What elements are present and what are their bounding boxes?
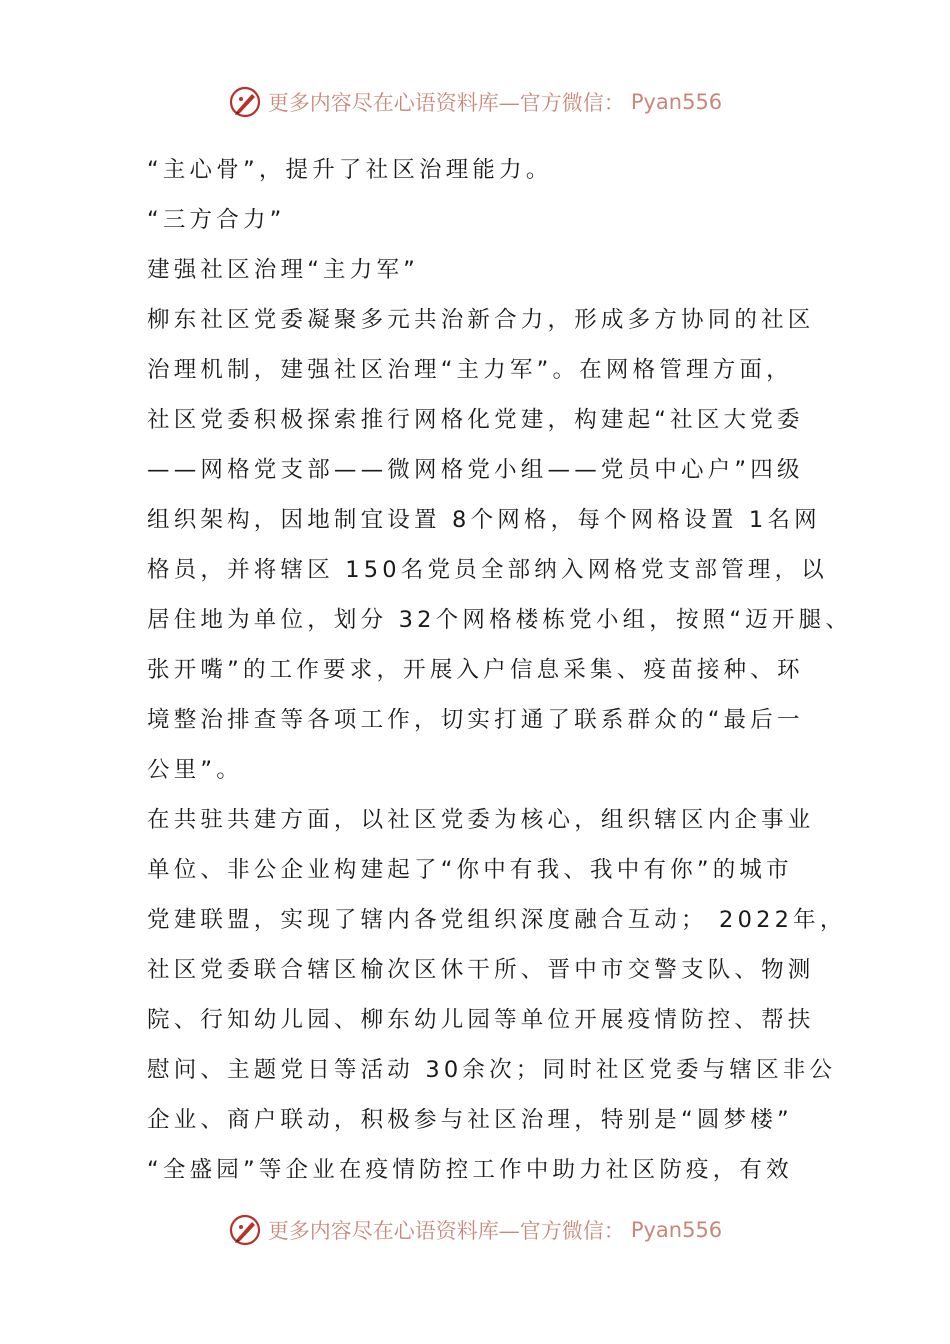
text-line: 居住地为单位，划分 32个网格楼栋党小组，按照“迈开腿、 bbox=[147, 607, 853, 633]
text-line: 格员，并将辖区 150名党员全部纳入网格党支部管理，以 bbox=[147, 557, 828, 583]
text-line: 组织架构，因地制宜设置 8个网格，每个网格设置 1名网 bbox=[147, 507, 821, 533]
header-banner bbox=[0, 82, 950, 122]
section-heading: “三方合力” bbox=[147, 207, 286, 233]
text-line: ——网格党支部——微网格党小组——党员中心户”四级 bbox=[147, 457, 804, 483]
pen-logo-icon bbox=[228, 1213, 262, 1247]
text-line: 社区党委积极探索推行网格化党建，构建起“社区大党委 bbox=[147, 407, 804, 433]
text-line: 张开嘴”的工作要求，开展入户信息采集、疫苗接种、环 bbox=[147, 657, 804, 683]
banner-contact: Pyan556 bbox=[630, 1218, 723, 1242]
text-line: “主心骨”，提升了社区治理能力。 bbox=[147, 157, 553, 183]
text-line: 柳东社区党委凝聚多元共治新合力，形成多方协同的社区 bbox=[147, 307, 815, 333]
footer-banner bbox=[0, 1210, 950, 1250]
text-line: 社区党委联合辖区榆次区休干所、晋中市交警支队、物测 bbox=[147, 957, 815, 983]
banner-slogan: 更多内容尽在心语资料库—官方微信： bbox=[267, 1219, 625, 1243]
text-line: 慰问、主题党日等活动 30余次；同时社区党委与辖区非公 bbox=[147, 1057, 837, 1083]
text-line: 单位、非公企业构建起了“你中有我、我中有你”的城市 bbox=[147, 857, 793, 883]
text-line: 党建联盟，实现了辖内各党组织深度融合互动； 2022年， bbox=[147, 907, 847, 933]
text-line: 企业、商户联动，积极参与社区治理，特别是“圆梦楼” bbox=[147, 1107, 793, 1133]
pen-logo-icon bbox=[228, 85, 262, 119]
banner-slogan: 更多内容尽在心语资料库—官方微信： bbox=[267, 91, 625, 115]
text-line: 院、行知幼儿园、柳东幼儿园等单位开展疫情防控、帮扶 bbox=[147, 1007, 815, 1033]
banner-contact: Pyan556 bbox=[630, 90, 723, 114]
text-line: 在共驻共建方面，以社区党委为核心，组织辖区内企事业 bbox=[147, 807, 815, 833]
section-subheading: 建强社区治理“主力军” bbox=[147, 257, 420, 283]
text-line: “全盛园”等企业在疫情防控工作中助力社区防疫，有效 bbox=[147, 1157, 793, 1183]
text-line: 境整治排查等各项工作，切实打通了联系群众的“最后一 bbox=[147, 707, 804, 733]
text-line: 公里”。 bbox=[147, 757, 243, 783]
article-body bbox=[147, 145, 853, 1195]
text-line: 治理机制，建强社区治理“主力军”。在网格管理方面， bbox=[147, 357, 793, 383]
